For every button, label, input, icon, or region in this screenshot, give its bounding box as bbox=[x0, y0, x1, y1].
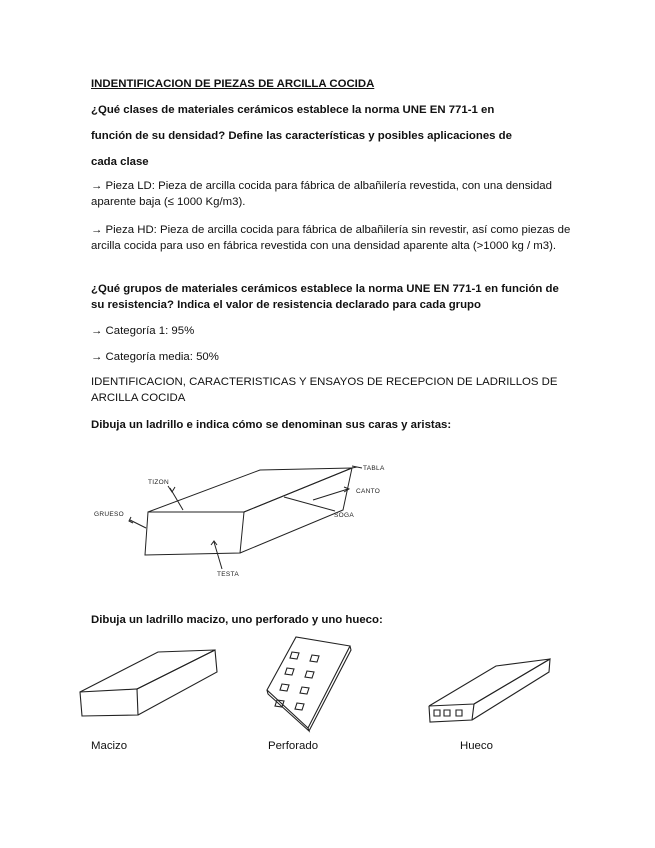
question-density-line2: función de su densidad? Define las características y posibles aplicaciones de bbox=[91, 130, 512, 142]
question-resistance: ¿Qué grupos de materiales cerámicos establece la norma UNE EN 771-1 en función de su resistencia? Indica el valor de resistencia declarado para cada grupo bbox=[91, 283, 559, 311]
caption-macizo: Macizo bbox=[91, 740, 128, 752]
question-draw-types: Dibuja un ladrillo macizo, uno perforado y uno hueco: bbox=[91, 614, 383, 626]
section-heading-bricks: IDENTIFICACION, CARACTERISTICAS Y ENSAYOS DE RECEPCION DE LADRILLOS DE ARCILLA COCIDA bbox=[91, 376, 558, 404]
label-canto: CANTO bbox=[356, 488, 381, 495]
caption-perforado: Perforado bbox=[268, 740, 319, 752]
label-tizon: TIZON bbox=[148, 479, 169, 486]
question-density-line3: cada clase bbox=[91, 156, 149, 168]
label-testa: TESTA bbox=[217, 571, 239, 578]
question-density-line1: ¿Qué clases de materiales cerámicos establece la norma UNE EN 771-1 en bbox=[91, 104, 495, 116]
question-draw-brick: Dibuja un ladrillo e indica cómo se denominan sus caras y aristas: bbox=[91, 419, 452, 431]
answer-category-1: → Categoría 1: 95% bbox=[91, 325, 195, 337]
document-title: INDENTIFICACION DE PIEZAS DE ARCILLA COCIDA bbox=[91, 78, 375, 90]
label-soga: SOGA bbox=[334, 512, 354, 519]
caption-hueco: Hueco bbox=[460, 740, 493, 752]
answer-pieza-ld: → Pieza LD: Pieza de arcilla cocida para fábrica de albañilería revestida, con una densidad aparente baja (≤ 1000 Kg/m3). bbox=[91, 180, 552, 208]
answer-pieza-hd: → Pieza HD: Pieza de arcilla cocida para fábrica de albañilería sin revestir, así como piezas de arcilla cocida para uso en fábrica revestida con una densidad aparente alta (>1000 kg / m3). bbox=[91, 224, 571, 252]
label-tabla: TABLA bbox=[363, 465, 385, 472]
label-grueso: GRUESO bbox=[94, 511, 124, 518]
answer-category-media: → Categoría media: 50% bbox=[91, 351, 219, 363]
